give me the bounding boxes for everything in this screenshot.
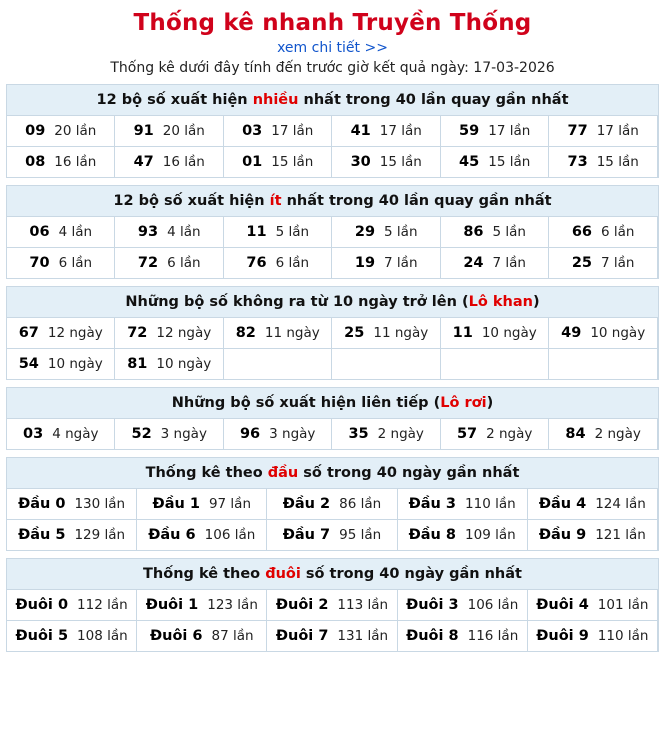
section-title-pre: 12 bộ số xuất hiện [113,193,270,209]
stat-cell[interactable] [398,590,528,621]
section-title-post: số trong 40 ngày gần nhất [298,465,520,481]
stat-number: Đầu 2 [282,496,331,512]
stat-value: 2 ngày [377,426,424,442]
stat-number: 45 [459,154,480,170]
stat-number: 82 [235,325,256,341]
stat-number: Đầu 1 [152,496,200,512]
section-title-post: nhất trong 40 lần quay gần nhất [281,193,552,209]
stat-number: Đầu 9 [538,527,587,543]
stat-number: Đầu 7 [282,527,331,543]
stat-number: 73 [567,154,588,170]
stat-number: 41 [350,123,371,139]
stat-cell[interactable] [441,147,549,178]
stat-value: 20 lần [162,123,205,139]
stat-number: Đuôi 8 [406,628,459,644]
stat-cell[interactable] [137,590,267,621]
stat-cell[interactable] [332,147,440,178]
stat-value: 10 ngày [481,325,537,341]
stat-value: 121 lần [595,527,646,543]
section-lo-khan [6,286,659,380]
stat-number: 29 [354,224,376,240]
section-header-thong-ke-duoi [7,559,658,590]
section-title-highlight: Lô rơi [440,395,487,411]
stat-cell[interactable] [441,248,549,279]
section-title-highlight: đầu [267,465,299,481]
stat-cell[interactable] [267,489,397,520]
stat-value: 112 lần [77,597,128,613]
stat-number: 81 [127,356,148,372]
section-lo-roi [6,387,659,450]
stat-cell[interactable] [115,419,223,450]
stat-value: 16 lần [162,154,205,170]
stat-value: 15 lần [488,154,531,170]
section-title-pre: Thống kê theo [143,566,266,582]
stat-cell[interactable] [224,147,332,178]
section-header-lo-khan [7,287,658,318]
stat-cell[interactable] [549,248,657,279]
stat-cell[interactable] [267,590,397,621]
stat-number: 01 [242,154,263,170]
section-title-post: ) [486,395,494,411]
stat-cell[interactable] [7,489,137,520]
stat-number: 77 [567,123,588,139]
stat-value: 110 lần [597,628,649,644]
stat-cell[interactable] [332,318,440,349]
stat-number: 30 [350,154,371,170]
stat-cell[interactable] [224,318,332,349]
stat-value: 110 lần [465,496,516,512]
stat-number: 49 [561,325,582,341]
stat-value: 20 lần [54,123,97,139]
stat-number: Đầu 3 [408,496,457,512]
stat-cell[interactable] [398,489,528,520]
section-title-highlight: Lô khan [468,294,533,310]
stat-cell[interactable] [115,116,223,147]
section-least-frequent [6,185,659,279]
stat-value: 131 lần [337,628,389,644]
stat-cell-empty [441,349,549,380]
stat-value: 109 lần [465,527,516,543]
stat-cell[interactable] [115,349,223,380]
section-title-post: nhất trong 40 lần quay gần nhất [298,92,569,108]
stat-value: 130 lần [74,496,126,512]
section-title-pre: Thống kê theo [145,465,268,481]
stat-cell[interactable] [528,520,658,551]
stat-number: 11 [452,325,473,341]
stat-cell-empty [549,349,657,380]
stat-number: Đuôi 2 [275,597,329,613]
stat-number: 59 [459,123,480,139]
stat-value: 17 lần [596,123,639,139]
stat-value: 123 lần [207,597,258,613]
stat-cell[interactable] [549,147,657,178]
stat-value: 106 lần [467,597,519,613]
stat-cell[interactable] [528,489,658,520]
stat-value: 5 lần [384,224,418,240]
stat-cell[interactable] [398,621,528,652]
stat-cell[interactable] [7,520,137,551]
stat-number: Đuôi 7 [275,628,329,644]
stat-value: 10 ngày [590,325,646,341]
section-title-pre: Những bộ số không ra từ 10 ngày trở lên ( [125,294,469,310]
stat-cell[interactable] [549,318,657,349]
stat-number: 76 [246,255,267,271]
stat-number: 66 [571,224,593,240]
stat-cell[interactable] [7,116,115,147]
stat-number: 70 [29,255,50,271]
stat-number: 67 [18,325,39,341]
stat-number: 84 [565,426,586,442]
section-most-frequent [6,84,659,178]
stat-value: 6 lần [58,255,93,271]
stat-value: 15 lần [271,154,314,170]
stat-number: 86 [463,224,484,240]
section-title-pre: Những bộ số xuất hiện liên tiếp ( [171,395,441,411]
section-thong-ke-dau [6,457,659,551]
stat-cell[interactable] [267,520,397,551]
stat-cell[interactable] [7,419,115,450]
section-grid-lo-khan [7,318,658,380]
stat-value: 11 ngày [373,325,429,341]
stat-cell[interactable] [528,590,658,621]
stat-cell[interactable] [137,489,267,520]
stat-cell-empty [332,349,440,380]
stat-cell[interactable] [441,419,549,450]
stat-number: Đuôi 9 [536,628,589,644]
section-header-least-frequent [7,186,658,217]
stat-cell[interactable] [115,318,223,349]
stat-value: 97 lần [208,496,252,512]
section-grid-thong-ke-duoi [7,590,658,652]
stat-value: 12 ngày [156,325,212,341]
stat-value: 12 ngày [47,325,103,341]
stat-value: 15 lần [379,154,422,170]
stat-value: 17 lần [488,123,531,139]
stat-number: 03 [242,123,263,139]
stat-value: 87 lần [211,628,254,644]
stat-number: 72 [127,325,148,341]
stat-value: 95 lần [339,527,382,543]
stat-value: 17 lần [379,123,422,139]
stat-value: 124 lần [595,496,646,512]
stat-number: Đuôi 4 [536,597,589,613]
stat-cell[interactable] [7,621,137,652]
stat-cell[interactable] [224,419,332,450]
stat-number: 57 [456,426,478,442]
stat-number: 96 [239,426,261,442]
stat-cell[interactable] [7,147,115,178]
section-grid-thong-ke-dau [7,489,658,551]
stat-number: 19 [354,255,376,271]
stat-value: 113 lần [337,597,389,613]
stat-value: 2 ngày [594,426,641,442]
stat-number: 72 [137,255,159,271]
stat-cell[interactable] [7,248,115,279]
section-header-lo-roi [7,388,658,419]
section-title-post: số trong 40 ngày gần nhất [300,566,522,582]
stat-cell[interactable] [441,116,549,147]
stat-cell[interactable] [441,318,549,349]
stat-value: 7 lần [492,255,526,271]
stat-cell[interactable] [398,520,528,551]
stat-cell[interactable] [224,217,332,248]
section-title-highlight: ít [269,193,282,209]
section-grid-most-frequent [7,116,658,178]
stat-value: 108 lần [77,628,128,644]
stat-value: 4 ngày [52,426,99,442]
stat-cell[interactable] [115,147,223,178]
stat-value: 10 ngày [156,356,212,372]
stat-cell[interactable] [267,621,397,652]
stat-number: 35 [348,426,369,442]
stat-value: 15 lần [596,154,639,170]
stat-number: Đầu 8 [408,527,457,543]
stat-cell[interactable] [332,248,440,279]
stat-cell[interactable] [441,217,549,248]
stat-cell[interactable] [332,116,440,147]
section-title-highlight: nhiều [252,92,299,108]
stat-value: 116 lần [467,628,519,644]
stat-number: Đầu 6 [148,527,196,543]
stat-number: 24 [463,255,484,271]
stat-value: 101 lần [597,597,649,613]
stat-value: 3 ngày [269,426,316,442]
stat-number: Đầu 5 [18,527,66,543]
stat-value: 5 lần [275,224,310,240]
stat-number: Đuôi 1 [145,597,199,613]
stat-cell[interactable] [332,419,440,450]
section-title-post: ) [532,294,540,310]
stat-cell[interactable] [528,621,658,652]
section-grid-least-frequent [7,217,658,279]
stat-number: 09 [25,123,46,139]
stat-number: Đầu 0 [18,496,66,512]
stat-value: 4 lần [58,224,93,240]
stat-number: 11 [246,224,267,240]
stat-number: 47 [133,154,154,170]
detail-link[interactable]: xem chi tiết >> [277,40,388,56]
stat-number: Đầu 4 [538,496,587,512]
stat-cell[interactable] [137,621,267,652]
stat-cell[interactable] [332,217,440,248]
stat-value: 2 ngày [486,426,533,442]
stat-number: 93 [137,224,159,240]
stat-value: 106 lần [204,527,256,543]
stat-number: 54 [18,356,39,372]
section-title-highlight: đuôi [265,566,301,582]
stat-value: 4 lần [167,224,201,240]
stats-note: Thống kê dưới đây tính đến trước giờ kết quả ngày: 17-03-2026 [110,60,555,76]
stat-cell[interactable] [115,217,223,248]
sections-container [6,84,659,652]
stat-value: 11 ngày [264,325,320,341]
stat-value: 5 lần [492,224,526,240]
stat-value: 7 lần [601,255,635,271]
stat-value: 7 lần [384,255,418,271]
stat-cell[interactable] [549,116,657,147]
stat-number: Đuôi 3 [406,597,459,613]
stat-value: 6 lần [601,224,635,240]
section-header-most-frequent [7,85,658,116]
stat-cell[interactable] [115,248,223,279]
stat-value: 3 ngày [160,426,207,442]
section-title-pre: 12 bộ số xuất hiện [96,92,253,108]
page-title: Thống kê nhanh Truyền Thống [133,10,532,36]
stat-cell[interactable] [549,419,657,450]
stat-number: 25 [571,255,593,271]
stat-cell[interactable] [7,318,115,349]
stat-number: 03 [23,426,44,442]
stat-number: Đuôi 0 [15,597,69,613]
stat-value: 10 ngày [47,356,103,372]
stat-value: 129 lần [74,527,126,543]
stat-number: 52 [131,426,152,442]
stat-cell[interactable] [7,217,115,248]
stat-cell[interactable] [224,248,332,279]
statistics-page [0,10,665,652]
stat-cell[interactable] [137,520,267,551]
stat-number: 08 [25,154,46,170]
stat-cell-empty [224,349,332,380]
section-header-thong-ke-dau [7,458,658,489]
stat-cell[interactable] [7,349,115,380]
stat-number: Đuôi 6 [149,628,203,644]
stat-value: 16 lần [54,154,97,170]
stat-cell[interactable] [224,116,332,147]
stat-number: 25 [344,325,365,341]
stat-value: 6 lần [275,255,310,271]
section-grid-lo-roi [7,419,658,450]
section-thong-ke-duoi [6,558,659,652]
stat-value: 17 lần [271,123,314,139]
stat-cell[interactable] [7,590,137,621]
stat-number: Đuôi 5 [15,628,69,644]
stat-value: 86 lần [339,496,382,512]
stat-cell[interactable] [549,217,657,248]
stat-number: 91 [133,123,154,139]
stat-number: 06 [29,224,50,240]
stat-value: 6 lần [167,255,201,271]
